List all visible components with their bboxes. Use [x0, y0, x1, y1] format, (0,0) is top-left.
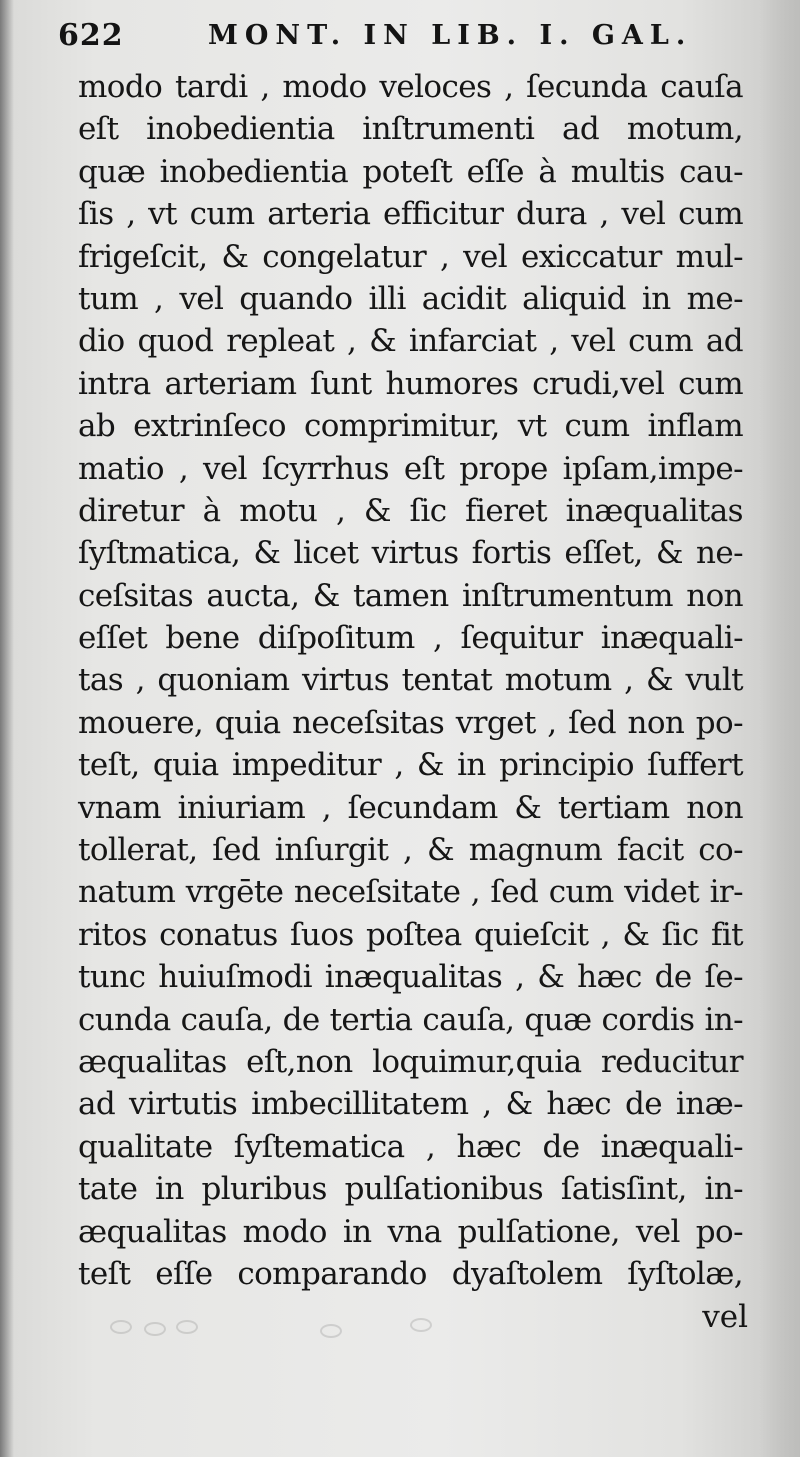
- text-line: eſt inobedientia inſtrumenti ad motum,: [78, 111, 743, 148]
- text-line: ritos conatus ſuos poſtea quieſcit , & ſic fit: [78, 916, 743, 953]
- page-header: [58, 12, 748, 62]
- ink-bleed-through: [110, 1300, 530, 1360]
- text-line: dio quod repleat , & infarciat , vel cum ad: [78, 323, 743, 360]
- text-line: teſt eſſe comparando dyaſtolem ſyſtolæ,: [78, 1255, 743, 1292]
- text-line: ad virtutis imbecillitatem , & hæc de inæ-: [78, 1086, 743, 1123]
- text-line: intra arteriam ſunt humores crudi,vel cum: [78, 365, 743, 402]
- text-line: vnam iniuriam , ſecundam & tertiam non: [78, 789, 743, 826]
- text-line: mouere, quia neceſsitas vrget , ſed non po-: [78, 704, 743, 741]
- text-line: modo tardi , modo veloces , ſecunda cauſa: [78, 69, 743, 105]
- text-line: ſis , vt cum arteria efficitur dura , vel cum: [78, 196, 743, 233]
- gutter-shadow: [0, 0, 14, 1457]
- running-head: MONT. IN LIB. I. GAL.: [208, 20, 693, 51]
- text-line: frigeſcit, & congelatur , vel exiccatur mul-: [78, 238, 743, 275]
- body-text: [78, 66, 743, 1295]
- text-line: tas , quoniam virtus tentat motum , & vult: [78, 662, 743, 699]
- text-line: cunda cauſa, de tertia cauſa, quæ cordis in-: [78, 1001, 743, 1038]
- text-line: ab extrinſeco comprimitur, vt cum inflam: [78, 408, 743, 445]
- text-line: matio , vel ſcyrrhus eſt prope ipſam,impe-: [78, 450, 743, 487]
- text-line: qualitate ſyſtematica , hæc de inæquali-: [78, 1128, 743, 1165]
- text-line: tate in pluribus pulſationibus ſatisſint, in-: [78, 1171, 743, 1208]
- text-line: diretur à motu , & ſic fieret inæqualitas: [78, 492, 743, 529]
- text-line: tum , vel quando illi acidit aliquid in me-: [78, 280, 743, 317]
- page-edge: [760, 0, 800, 1457]
- catchword: vel: [702, 1299, 748, 1335]
- text-line: tunc huiuſmodi inæqualitas , & hæc de ſe-: [78, 959, 743, 996]
- page-number: 622: [58, 18, 124, 53]
- text-line: æqualitas eſt,non loquimur,quia reducitur: [78, 1043, 743, 1080]
- text-line: æqualitas modo in vna pulſatione, vel po-: [78, 1213, 743, 1250]
- text-line: ſyſtmatica, & licet virtus fortis eſſet, & ne-: [78, 535, 743, 572]
- text-line: tollerat, ſed inſurgit , & magnum facit co-: [78, 832, 743, 869]
- text-line: natum vrgēte neceſsitate , ſed cum videt ir-: [78, 874, 743, 911]
- text-line: quæ inobedientia poteſt eſſe à multis cau-: [78, 153, 743, 190]
- text-line: eſſet bene diſpoſitum , ſequitur inæquali-: [78, 620, 743, 657]
- text-line: teſt, quia impeditur , & in principio ſuffert: [78, 747, 743, 784]
- text-line: ceſsitas aucta, & tamen inſtrumentum non: [78, 577, 743, 614]
